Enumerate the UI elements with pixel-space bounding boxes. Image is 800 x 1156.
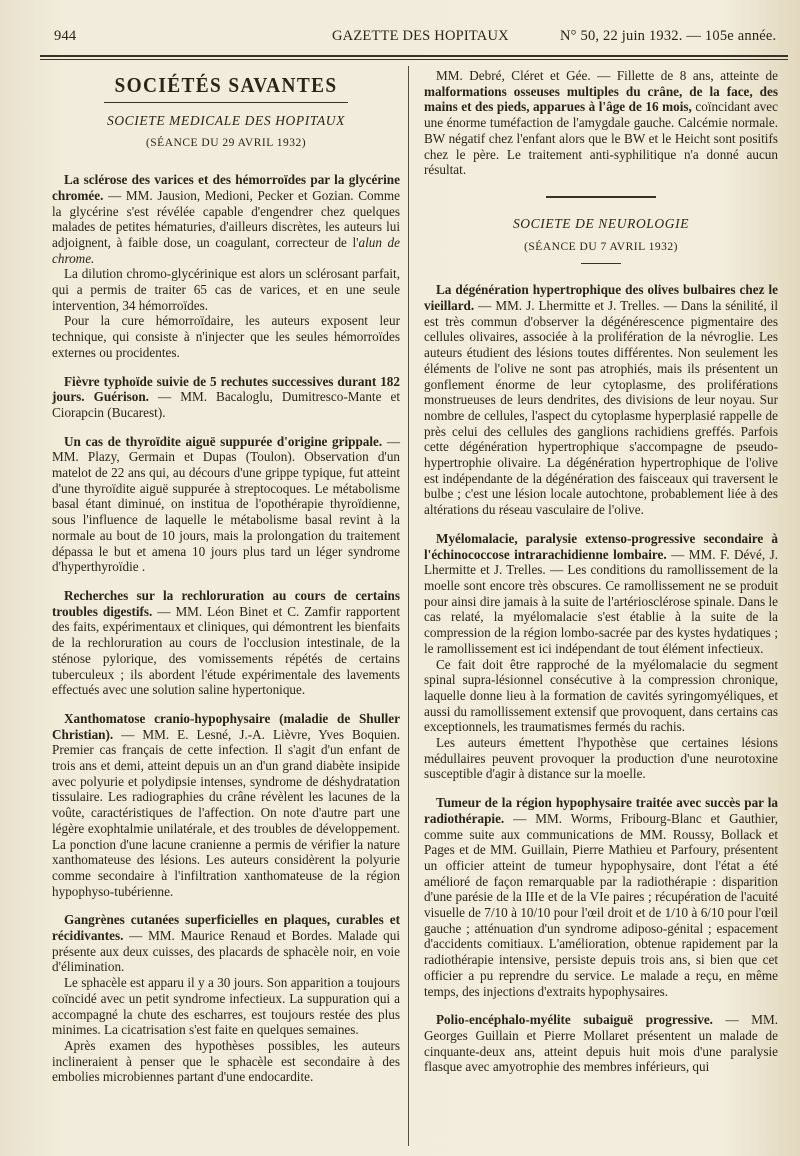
communication-olives — [424, 282, 778, 518]
right-column — [424, 64, 778, 1075]
issue-date: N° 50, 22 juin 1932. — 105e année. — [560, 28, 777, 44]
communication-title: malformations osseuses multiples du crâne, de la face, des mains et des pieds, apparues à l'âge de 16 mois, — [424, 83, 778, 115]
communication-typhoide — [52, 374, 400, 421]
section-rule — [104, 102, 348, 103]
communication-sclerose — [52, 172, 400, 266]
section-title: SOCIÉTÉS SAVANTES — [114, 73, 338, 97]
communication-title: Xanthomatose cranio-hypophysaire (maladie de Shuller Christian). — [52, 710, 400, 742]
communication-paragraph: La dilution chromo-glycérinique est alors un sclérosant parfait, qui a permis de traiter 65 cas de varices, et en une seule intervention, 34 hémorroïdes. — [52, 266, 400, 313]
section-separator — [546, 196, 656, 198]
communication-authors: — MM. Plazy, Germain et Dupas (Toulon). — [52, 433, 401, 465]
communication-text: Premier cas français de cette infection. Il s'agit d'un enfant de trois ans et demi, atteint depuis un an d'un grand diabète insipide avec polyurie et polydipsie intenses, syndrome de déshydratation tissulaire. Les radiographies du crâne révèlent les lacunes de la voûte, caractéristiques de l'affection. On note d'autre part une légère exophtalmie unilatérale, et des troubles de développement. La ponction d'une lacune cranienne a permis de vérifier la nature xanthomateuse des lésions. Les auteurs considèrent la polyurie comme secondaire à l'infiltration xanthomateuse de la région hypophyso-tubérienne. — [52, 742, 400, 899]
communication-text: présentent un officier atteint de tumeur hypophysaire, dont l'état a été amélioré de façon remarquable par la radiothérapie : disparition d'une parésie de la IIIe et de la VIe paires ; récupération de l'acuité visuelle de 7/10 à 10/10 pour l'œil droit et de 1/10 à 6/10 pour l'œil gauche ; atténuation d'un syndrome adiposo-génital ; espacement d'accidents comitiaux. L'amélioration, obtenue rapidement par la radiothérapie intensive, persiste depuis trois ans, si bien que cet officier a pu reprendre du service. Le malade a reçu, en même temps, des injections d'extraits hypophysaires. — [424, 842, 778, 999]
communication-paragraph: Pour la cure hémorroïdaire, les auteurs exposent leur technique, qui consiste à n'injecter que les seules hémorroïdes externes ou procidentes. — [52, 313, 400, 360]
society-name: SOCIETE MEDICALE DES HOPITAUX — [106, 112, 345, 128]
communication-text: Malade qui présente aux deux cuisses, des placards de sphacèle noir, en voie d'élimination. — [52, 928, 400, 975]
communication-myelomalacie — [424, 531, 778, 657]
communication-gangrenes — [52, 912, 400, 975]
communication-paragraph: Après examen des hypothèses possibles, les auteurs inclineraient à penser que le sphacèle est secondaire à des embolies microbiennes partant d'une endocardite. — [52, 1037, 400, 1085]
communication-title: La dégénération hypertrophique des olives bulbaires chez le vieillard. — [424, 282, 778, 314]
communication-title: Un cas de thyroïdite aiguë suppurée d'origine grippale. — [64, 433, 383, 449]
communication-title: Gangrènes cutanées superficielles en plaques, curables et récidivantes. — [52, 912, 400, 944]
communication-debre — [424, 68, 778, 178]
communication-authors: — MM. Jausion, Medioni, Pecker et Gozian. — [108, 187, 354, 203]
communication-text-italic: alun de chrome. — [52, 234, 400, 266]
communication-paragraph: Le sphacèle est apparu il y a 30 jours. Son apparition a toujours coïncidé avec un petit syndrome infectieux. La suppuration qui a accompagné la chute des escharres, est toujours restée des plus minimes. La cicatrisation s'est faite en quelques semaines. — [52, 975, 400, 1038]
communication-authors: — MM. Bacaloglu, Dumitresco-Mante et Ciorapcin (Bucarest). — [52, 389, 401, 420]
communication-title: Myélomalacie, paralysie extenso-progressive secondaire à l'échinococcose intrarachidienne lombaire. — [424, 530, 778, 562]
seance-date: (SÉANCE DU 7 AVRIL 1932) — [524, 240, 678, 253]
communication-title: Polio-encéphalo-myélite subaiguë progressive. — [436, 1012, 713, 1028]
communication-authors: — MM. E. Lesné, J.-A. Lièvre, Yves Boquien. — [121, 726, 400, 742]
communication-authors: — MM. J. Lhermitte et J. Trelles. — [478, 298, 660, 314]
communication-text: coïncidant avec une énorme tuméfaction de l'amygdale gauche. Calcémie normale. BW négatif chez l'enfant alors que le BW et le Heicht sont positifs chez le père. Le traitement anti-syphilitique n'a donné aucun résultat. — [424, 99, 778, 178]
communication-xanthomatose — [52, 711, 400, 899]
page-number: 944 — [54, 28, 77, 44]
left-column — [52, 64, 400, 1085]
communication-paragraph: Ce fait doit être rapproché de la myélomalacie du segment spinal supra-lésionnel consécutive à la compression chronique, laquelle donne lieu à la formation de cavités syringomyéliques, et aussi du ramollissement extensif que provoquent, dans certains cas exceptionnels, les traumatismes fermés du rachis. — [424, 656, 778, 735]
communication-thyroidite — [52, 434, 400, 575]
society-name: SOCIETE DE NEUROLOGIE — [512, 215, 690, 231]
communication-tumeur — [424, 795, 778, 999]
journal-title: GAZETTE DES HOPITAUX — [332, 28, 509, 44]
communication-title: La sclérose des varices et des hémorroïdes par la glycérine chromée. — [52, 172, 400, 203]
communication-authors: — MM. Georges Guillain et Pierre Mollaret — [424, 1012, 779, 1043]
column-divider — [408, 66, 409, 1146]
communication-authors: MM. Debré, Cléret et Gée. — Fillette de 8 ans, atteinte de — [436, 68, 778, 83]
page-header — [40, 26, 788, 48]
communication-title: Tumeur de la région hypophysaire traitée avec succès par la radiothérapie. — [424, 795, 778, 826]
communication-authors: — MM. F. Dévé, J. Lhermitte et J. Trelles. — [424, 546, 779, 578]
seance-date: (SÉANCE DU 29 AVRIL 1932) — [145, 137, 307, 150]
communication-text: Observation d'un matelot de 22 ans qui, au décours d'une grippe typique, fut atteint d'une thyroïdite aiguë suppurée à streptocoques. Le métabolisme basal étant diminué, on institua de l'opothérapie thyroïdienne, sous l'influence de laquelle le métabolisme basal revint à la normale au bout de 10 jours, mais la prolongation du traitement dépassa le but et amena 10 jours plus tard un léger syndrome d'hyperthyroïdie . — [52, 449, 400, 575]
communication-text: présentent un malade de cinquante-deux ans, atteint depuis huit mois d'une paralysie flasque avec amyotrophie des membres inférieurs, qui — [424, 1027, 778, 1075]
communication-text: rapportent des faits, expérimentaux et cliniques, qui démontrent les bienfaits de la rechloruration au cours de l'occlusion intestinale, de la sténose pylorique, des vomissements répétés de certains tuberculeux ; ils abordent l'étude expérimentale des lavements effectués avec une solution saline hypertonique. — [52, 603, 401, 698]
communication-text: — Dans la sénilité, il est très commun d'observer la dégénérescence pigmentaire des cellules olivaires, associée à la prolifération de la névroglie. Les auteurs étudient des lésions toutes différentes. Non seulement les éléments de l'olive ne sont pas atrophiés, mais ils présentent un gonflement énorme de leur cytoplasme, des proliférations monstrueuses de leurs dendrites, des divisions de leur noyau. Sur nombre de cellules, l'aspect du cytoplasme hyperplasié rappelle de près celui des cellules des ganglions rachidiens greffés. Parfois cette dégénération hypertrophique s'accompagne de pseudo-hypertrophie olivaire. La dégénération hypertrophique de l'olive est indépendante de la dégénération des faisceaux qui traversent le bulbe ; c'est une lésion locale autochtone, probablement liée à des altérations du réseau vasculaire de l'olive. — [424, 298, 779, 518]
communication-paragraph: Les auteurs émettent l'hypothèse que certaines lésions médullaires peuvent provoquer la production d'une neurotoxine susceptible d'agir à distance sur la moelle. — [424, 735, 778, 782]
communication-authors: — MM. Maurice Renaud et Bordes. — [129, 928, 333, 944]
communication-authors: — MM. Léon Binet et C. Zamfir — [157, 603, 341, 619]
communication-polio — [424, 1012, 778, 1075]
communication-title: Recherches sur la rechloruration au cours de certains troubles digestifs. — [52, 587, 400, 619]
communication-rechloruration — [52, 588, 400, 698]
communication-authors: — MM. Worms, Fribourg-Blanc et Gauthier, comme suite aux communications de MM. Roussy, Bollack et Pages et de MM. Guillain, Pierre Mathieu et Parfoury, — [424, 810, 778, 858]
communication-text: — Les conditions du ramollissement de la moelle sont encore très obscures. Ce ramollissement ne se produit pour ainsi dire jamais à la suite de l'artériosclérose spinale. Dans le cas relaté, la myélomalacie s'est établie à la suite de la compression de la région lombo-sacrée par des kystes hydatiques ; le ramollissement est ici indépendant de tout élément infectieux. — [424, 562, 778, 656]
seance-rule — [581, 263, 621, 264]
communication-text: Comme la glycérine s'est révélée capable d'engendrer chez quelques malades de petites hématuries, d'ailleurs discrètes, les auteurs lui adjoignent, à faible dose, un coagulant, correcteur de l' — [52, 187, 401, 250]
header-rule-thick — [40, 55, 788, 57]
communication-title: Fièvre typhoïde suivie de 5 rechutes successives durant 182 jours. Guérison. — [52, 373, 400, 405]
header-rule-thin — [40, 59, 788, 60]
